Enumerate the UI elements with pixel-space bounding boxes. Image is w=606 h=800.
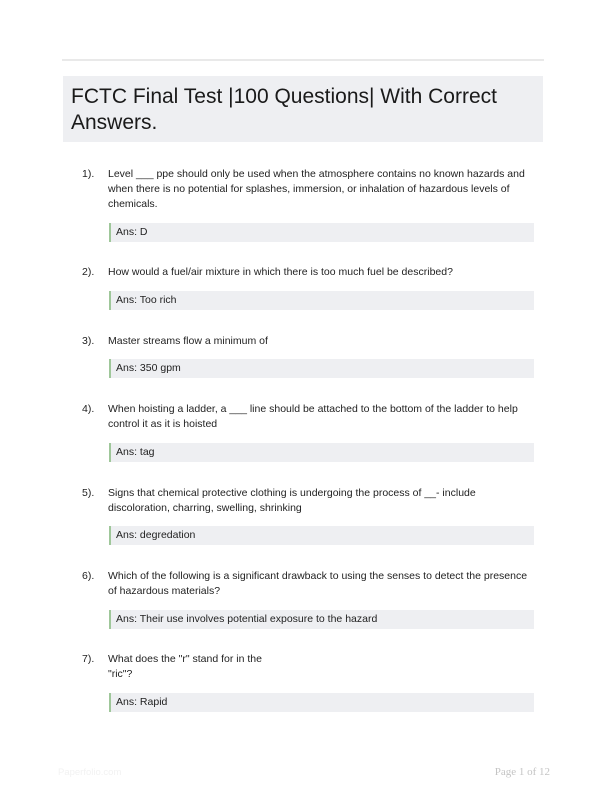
answer-box: Ans: D [109,223,534,242]
document-title: FCTC Final Test |100 Questions| With Correct Answers. [71,85,497,134]
question-text: When hoisting a ladder, a ___ line should be attached to the bottom of the ladder to help control it as it is hoisted [108,403,518,430]
question-text [108,652,536,682]
answer-box: Ans: tag [109,443,534,462]
answer-box: Ans: degredation [109,526,534,545]
question-text: How would a fuel/air mixture in which there is too much fuel be described? [108,266,453,278]
question-number: 5). [82,487,95,499]
question-text: Which of the following is a significant drawback to using the senses to detect the presence of hazardous materials? [108,570,528,597]
question-text-line: What does the "r" stand for in the [108,653,262,665]
answer-box: Ans: Their use involves potential exposure to the hazard [109,610,534,629]
question-text: Master streams flow a minimum of [108,335,268,347]
question-number: 3). [82,335,95,347]
question-text: Signs that chemical protective clothing is undergoing the process of __- include discoloration, charring, swelling, shrinking [108,487,476,514]
question-number: 6). [82,570,95,582]
question-number: 2). [82,266,95,278]
question-text-line: "ric"? [108,668,133,680]
page-indicator: Page 1 of 12 [494,766,550,778]
answer-box: Ans: Too rich [109,291,534,310]
top-divider [62,59,544,61]
title-banner [63,76,543,142]
question-number: 4). [82,403,95,415]
footer-watermark: Paperfolio.com [58,767,122,778]
question-number: 7). [82,653,95,665]
answer-box: Ans: 350 gpm [109,359,534,378]
answer-box: Ans: Rapid [109,693,534,712]
question-number: 1). [82,168,95,180]
question-text: Level ___ ppe should only be used when the atmosphere contains no known hazards and when there is no potential for splashes, immersion, or inhalation of hazardous levels of chemicals. [108,168,525,210]
